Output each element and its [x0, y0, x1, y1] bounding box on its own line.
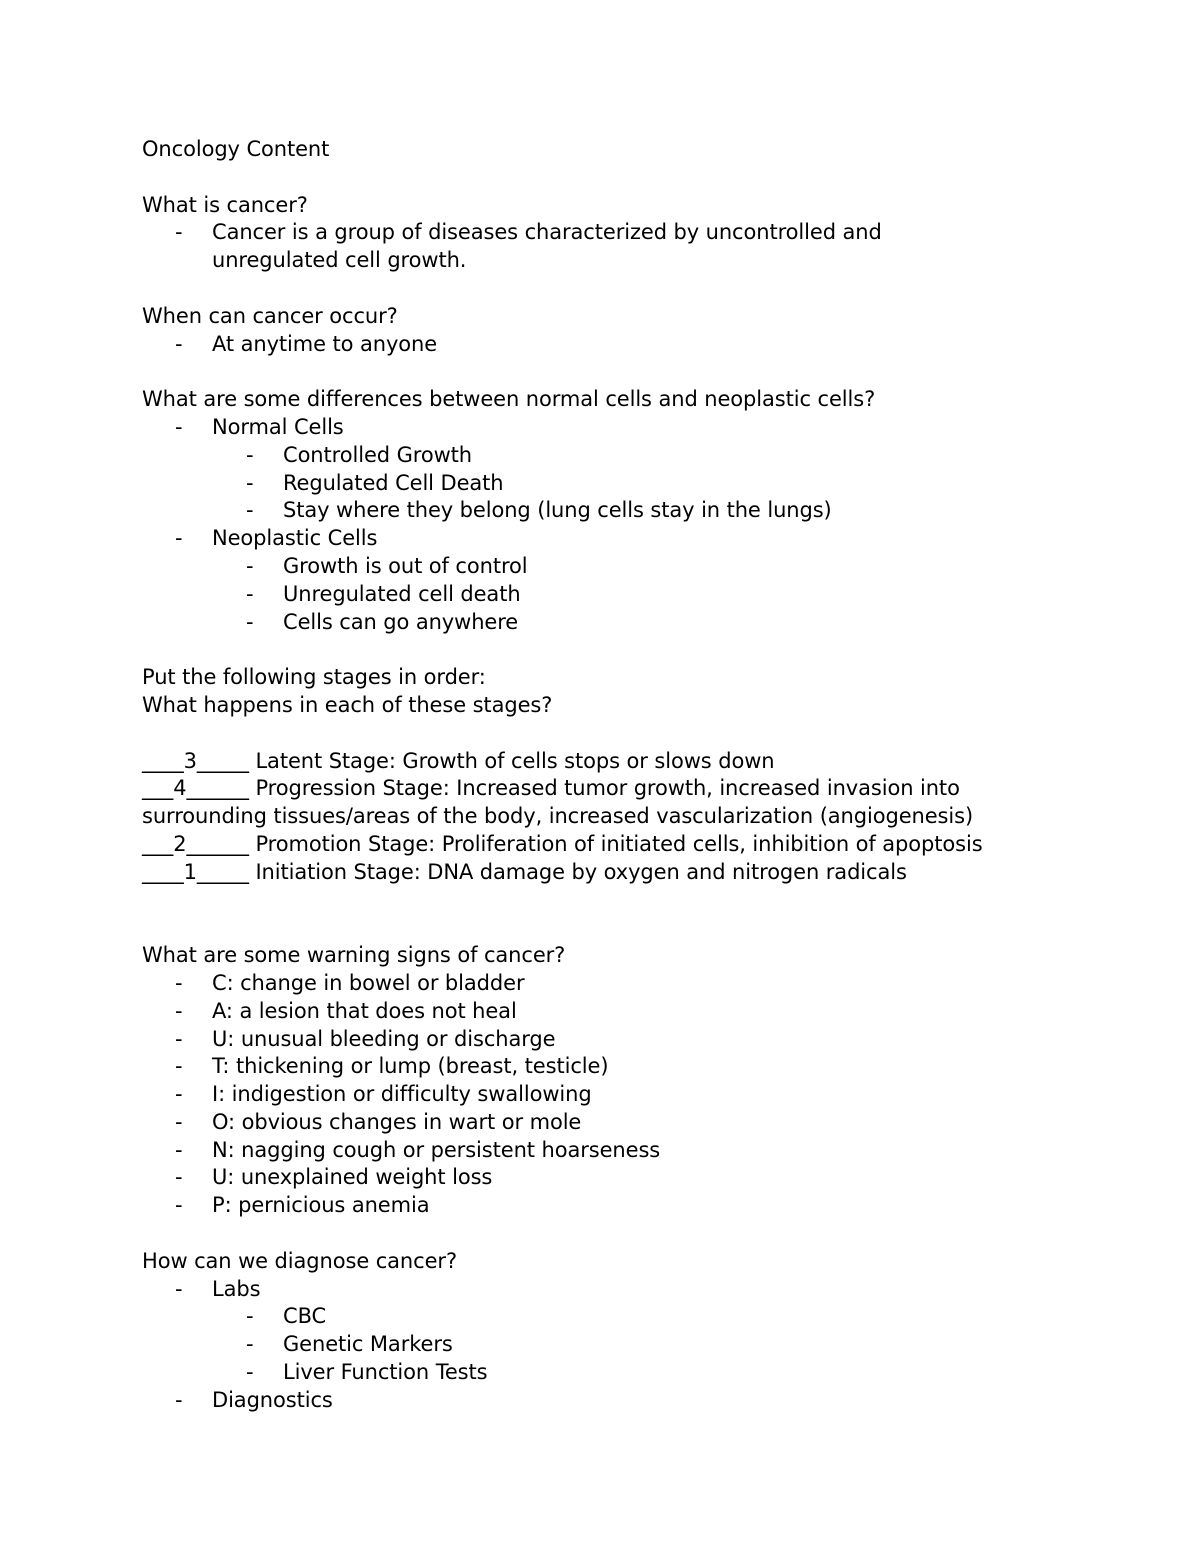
bullet-dash: -: [175, 414, 183, 439]
bullet-dash: -: [175, 1109, 183, 1134]
sub-list-item: - Unregulated cell death: [142, 581, 1102, 609]
bullet-dash: -: [246, 1360, 254, 1385]
question-warning-signs: What are some warning signs of cancer?: [142, 943, 566, 968]
bullet-dash: -: [175, 1054, 183, 1079]
stage-line-initiation: ____1_____ Initiation Stage: DNA damage by oxygen and nitrogen radicals: [142, 859, 907, 884]
bullet-dash: -: [175, 1276, 183, 1301]
bullet-dash: -: [175, 1193, 183, 1218]
bullet-dash: -: [175, 526, 183, 551]
sub-list-item: - Controlled Growth: [142, 442, 1102, 470]
stage-blank: ___4______: [142, 776, 249, 801]
list-item: - A: a lesion that does not heal: [142, 998, 1102, 1026]
stage-line-progression: ___4______ Progression Stage: Increased tumor growth, increased invasion into: [142, 776, 960, 801]
bullet-dash: -: [246, 609, 254, 634]
list-item: - Labs: [142, 1276, 1102, 1304]
bullet-dash: -: [175, 998, 183, 1023]
stage-blank: ____3_____: [142, 748, 249, 773]
list-item: - Neoplastic Cells: [142, 525, 1102, 553]
list-item: - T: thickening or lump (breast, testicle): [142, 1053, 1102, 1081]
sub-list-item: - Regulated Cell Death: [142, 470, 1102, 498]
document-title: Oncology Content: [142, 137, 330, 161]
stage-line-progression-cont: surrounding tissues/areas of the body, increased vascularization (angiogenesis): [142, 804, 974, 829]
document-page: [142, 136, 1102, 1415]
bullet-dash: -: [175, 331, 183, 356]
bullet-dash: -: [175, 1137, 183, 1162]
bullet-dash: -: [175, 970, 183, 995]
bullet-dash: -: [246, 498, 254, 523]
bullet-dash: -: [246, 470, 254, 495]
stage-line-promotion: ___2______ Promotion Stage: Proliferation of initiated cells, inhibition of apoptosis: [142, 831, 983, 856]
question-when-cancer-occur: When can cancer occur?: [142, 303, 398, 328]
list-item: - N: nagging cough or persistent hoarseness: [142, 1137, 1102, 1165]
bullet-dash: -: [175, 1387, 183, 1412]
sub-list-item: - Cells can go anywhere: [142, 609, 1102, 637]
stage-blank: ____1_____: [142, 859, 249, 884]
stage-line-latent: ____3_____ Latent Stage: Growth of cells stops or slows down: [142, 748, 775, 773]
stage-blank: ___2______: [142, 831, 249, 856]
sub-list-item: - Liver Function Tests: [142, 1359, 1102, 1387]
list-item: - P: pernicious anemia: [142, 1192, 1102, 1220]
bullet-dash: -: [175, 1082, 183, 1107]
question-diagnose-cancer: How can we diagnose cancer?: [142, 1248, 457, 1273]
sub-list-item: - Genetic Markers: [142, 1331, 1102, 1359]
list-item: - U: unexplained weight loss: [142, 1164, 1102, 1192]
stages-prompt: Put the following stages in order:: [142, 665, 486, 690]
bullet-dash: -: [246, 553, 254, 578]
question-cell-differences: What are some differences between normal cells and neoplastic cells?: [142, 387, 876, 412]
list-item: - U: unusual bleeding or discharge: [142, 1026, 1102, 1054]
list-item: - I: indigestion or difficulty swallowing: [142, 1081, 1102, 1109]
bullet-dash: -: [175, 220, 183, 245]
question-what-is-cancer: What is cancer?: [142, 192, 308, 217]
bullet-dash: -: [246, 442, 254, 467]
bullet-dash: -: [246, 1304, 254, 1329]
bullet-dash: -: [175, 1165, 183, 1190]
bullet-dash: -: [175, 1026, 183, 1051]
bullet-dash: -: [246, 581, 254, 606]
stages-prompt-2: What happens in each of these stages?: [142, 692, 553, 717]
list-item: - O: obvious changes in wart or mole: [142, 1109, 1102, 1137]
list-item-continuation: unregulated cell growth.: [212, 248, 467, 273]
list-item: - At anytime to anyone: [142, 331, 1102, 359]
sub-list-item: - CBC: [142, 1303, 1102, 1331]
bullet-dash: -: [246, 1332, 254, 1357]
list-item: - Cancer is a group of diseases characterized by uncontrolled and: [142, 219, 1102, 247]
sub-list-item: - Growth is out of control: [142, 553, 1102, 581]
list-item: - C: change in bowel or bladder: [142, 970, 1102, 998]
sub-list-item: - Stay where they belong (lung cells stay in the lungs): [142, 497, 1102, 525]
list-item: - Normal Cells: [142, 414, 1102, 442]
list-item: - Diagnostics: [142, 1387, 1102, 1415]
